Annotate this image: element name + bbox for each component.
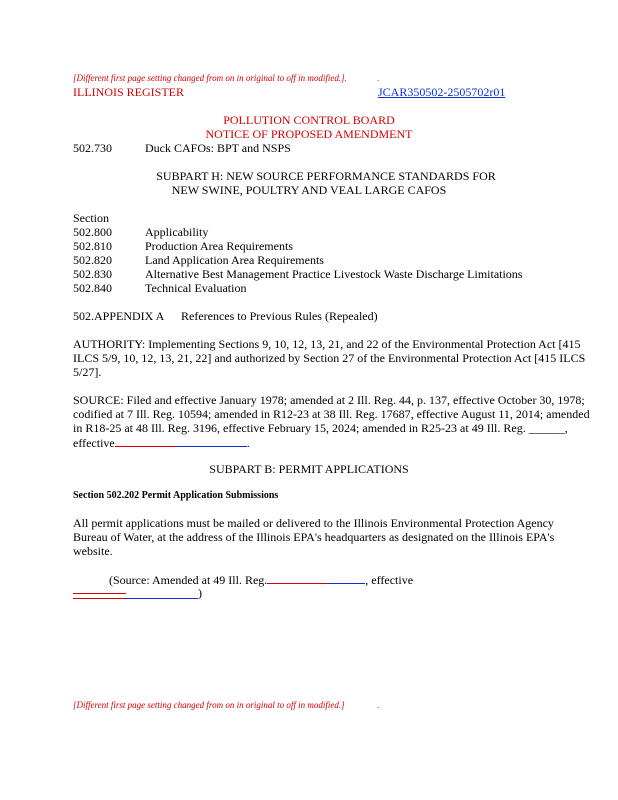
subpart-h-line2: NEW SWINE, POULTRY AND VEAL LARGE CAFOS <box>171 183 447 197</box>
toc-row: 502.820 Land Application Area Requirements <box>73 253 324 267</box>
section-label: Section <box>73 211 109 225</box>
source-note-mid: , effective <box>365 573 414 587</box>
part-number: 502.730 <box>73 141 112 155</box>
inserted-effective-mark <box>126 598 198 599</box>
source-tail: . <box>246 436 250 450</box>
appendix-number: 502.APPENDIX A <box>73 309 165 323</box>
notice-title: NOTICE OF PROPOSED AMENDMENT <box>205 127 413 141</box>
toc-row: 502.810 Production Area Requirements <box>73 239 293 253</box>
deleted-effective-mark <box>73 593 126 599</box>
deleted-reg-mark <box>267 572 327 584</box>
source-text: SOURCE: Filed and effective January 1978; amended at 2 Ill. Reg. 44, p. 137, effective October 30, 1978; codified at 7 Ill. Reg. 10594; amended in R12-23 at 38 Ill. Reg. 17687, effective August 11, 2014; amended in R18-25 at 48 Ill. Reg. 3196, effective February 15, 2024; amended in R25-23 at 49 Ill. Reg. ______, effective <box>73 393 590 450</box>
deleted-date-mark <box>115 435 177 447</box>
section-heading: Section 502.202 Permit Application Submissions <box>73 490 279 501</box>
register-header: ILLINOIS REGISTER <box>73 85 184 99</box>
appendix-title: References to Previous Rules (Repealed) <box>181 309 378 323</box>
page-setting-note: [Different first page setting changed from on in original to off in modified.]. <box>73 73 347 83</box>
toc-row: 502.830 Alternative Best Management Practice Livestock Waste Discharge Limitations <box>73 267 523 281</box>
body-paragraph: All permit applications must be mailed or delivered to the Illinois Environmental Protection Agency Bureau of Water, at the address of the Illinois EPA's headquarters as designated on the Illinois EPA's website. <box>73 516 555 558</box>
page-setting-dot: . <box>377 73 380 83</box>
jcar-code-link[interactable]: JCAR350502-2505702r01 <box>378 85 506 99</box>
toc-row: 502.800 Applicability <box>73 225 209 239</box>
inserted-reg-mark <box>327 572 365 584</box>
toc-row: 502.840 Technical Evaluation <box>73 281 247 295</box>
board-title: POLLUTION CONTROL BOARD <box>223 113 395 127</box>
inserted-date-mark <box>177 435 247 447</box>
page-setting-dot-bottom: . <box>377 700 380 710</box>
subpart-b-heading: SUBPART B: PERMIT APPLICATIONS <box>209 462 409 476</box>
source-paragraph <box>73 393 593 450</box>
source-note-end: ) <box>198 586 202 600</box>
subpart-h-line1: SUBPART H: NEW SOURCE PERFORMANCE STANDARDS FOR <box>156 169 496 183</box>
authority-paragraph: AUTHORITY: Implementing Sections 9, 10, 12, 13, 21, and 22 of the Environmental Protection Act [415 ILCS 5/9, 10, 12, 13, 21, 22] and authorized by Section 27 of the Environmental Protection Act [415 ILCS 5/27]. <box>73 337 586 379</box>
source-note-prefix: (Source: Amended at 49 Ill. Reg. <box>109 573 268 587</box>
page-setting-note-bottom: [Different first page setting changed from on in original to off in modified.] <box>73 700 345 710</box>
source-note <box>109 572 413 587</box>
part-title: Duck CAFOs: BPT and NSPS <box>145 141 291 155</box>
